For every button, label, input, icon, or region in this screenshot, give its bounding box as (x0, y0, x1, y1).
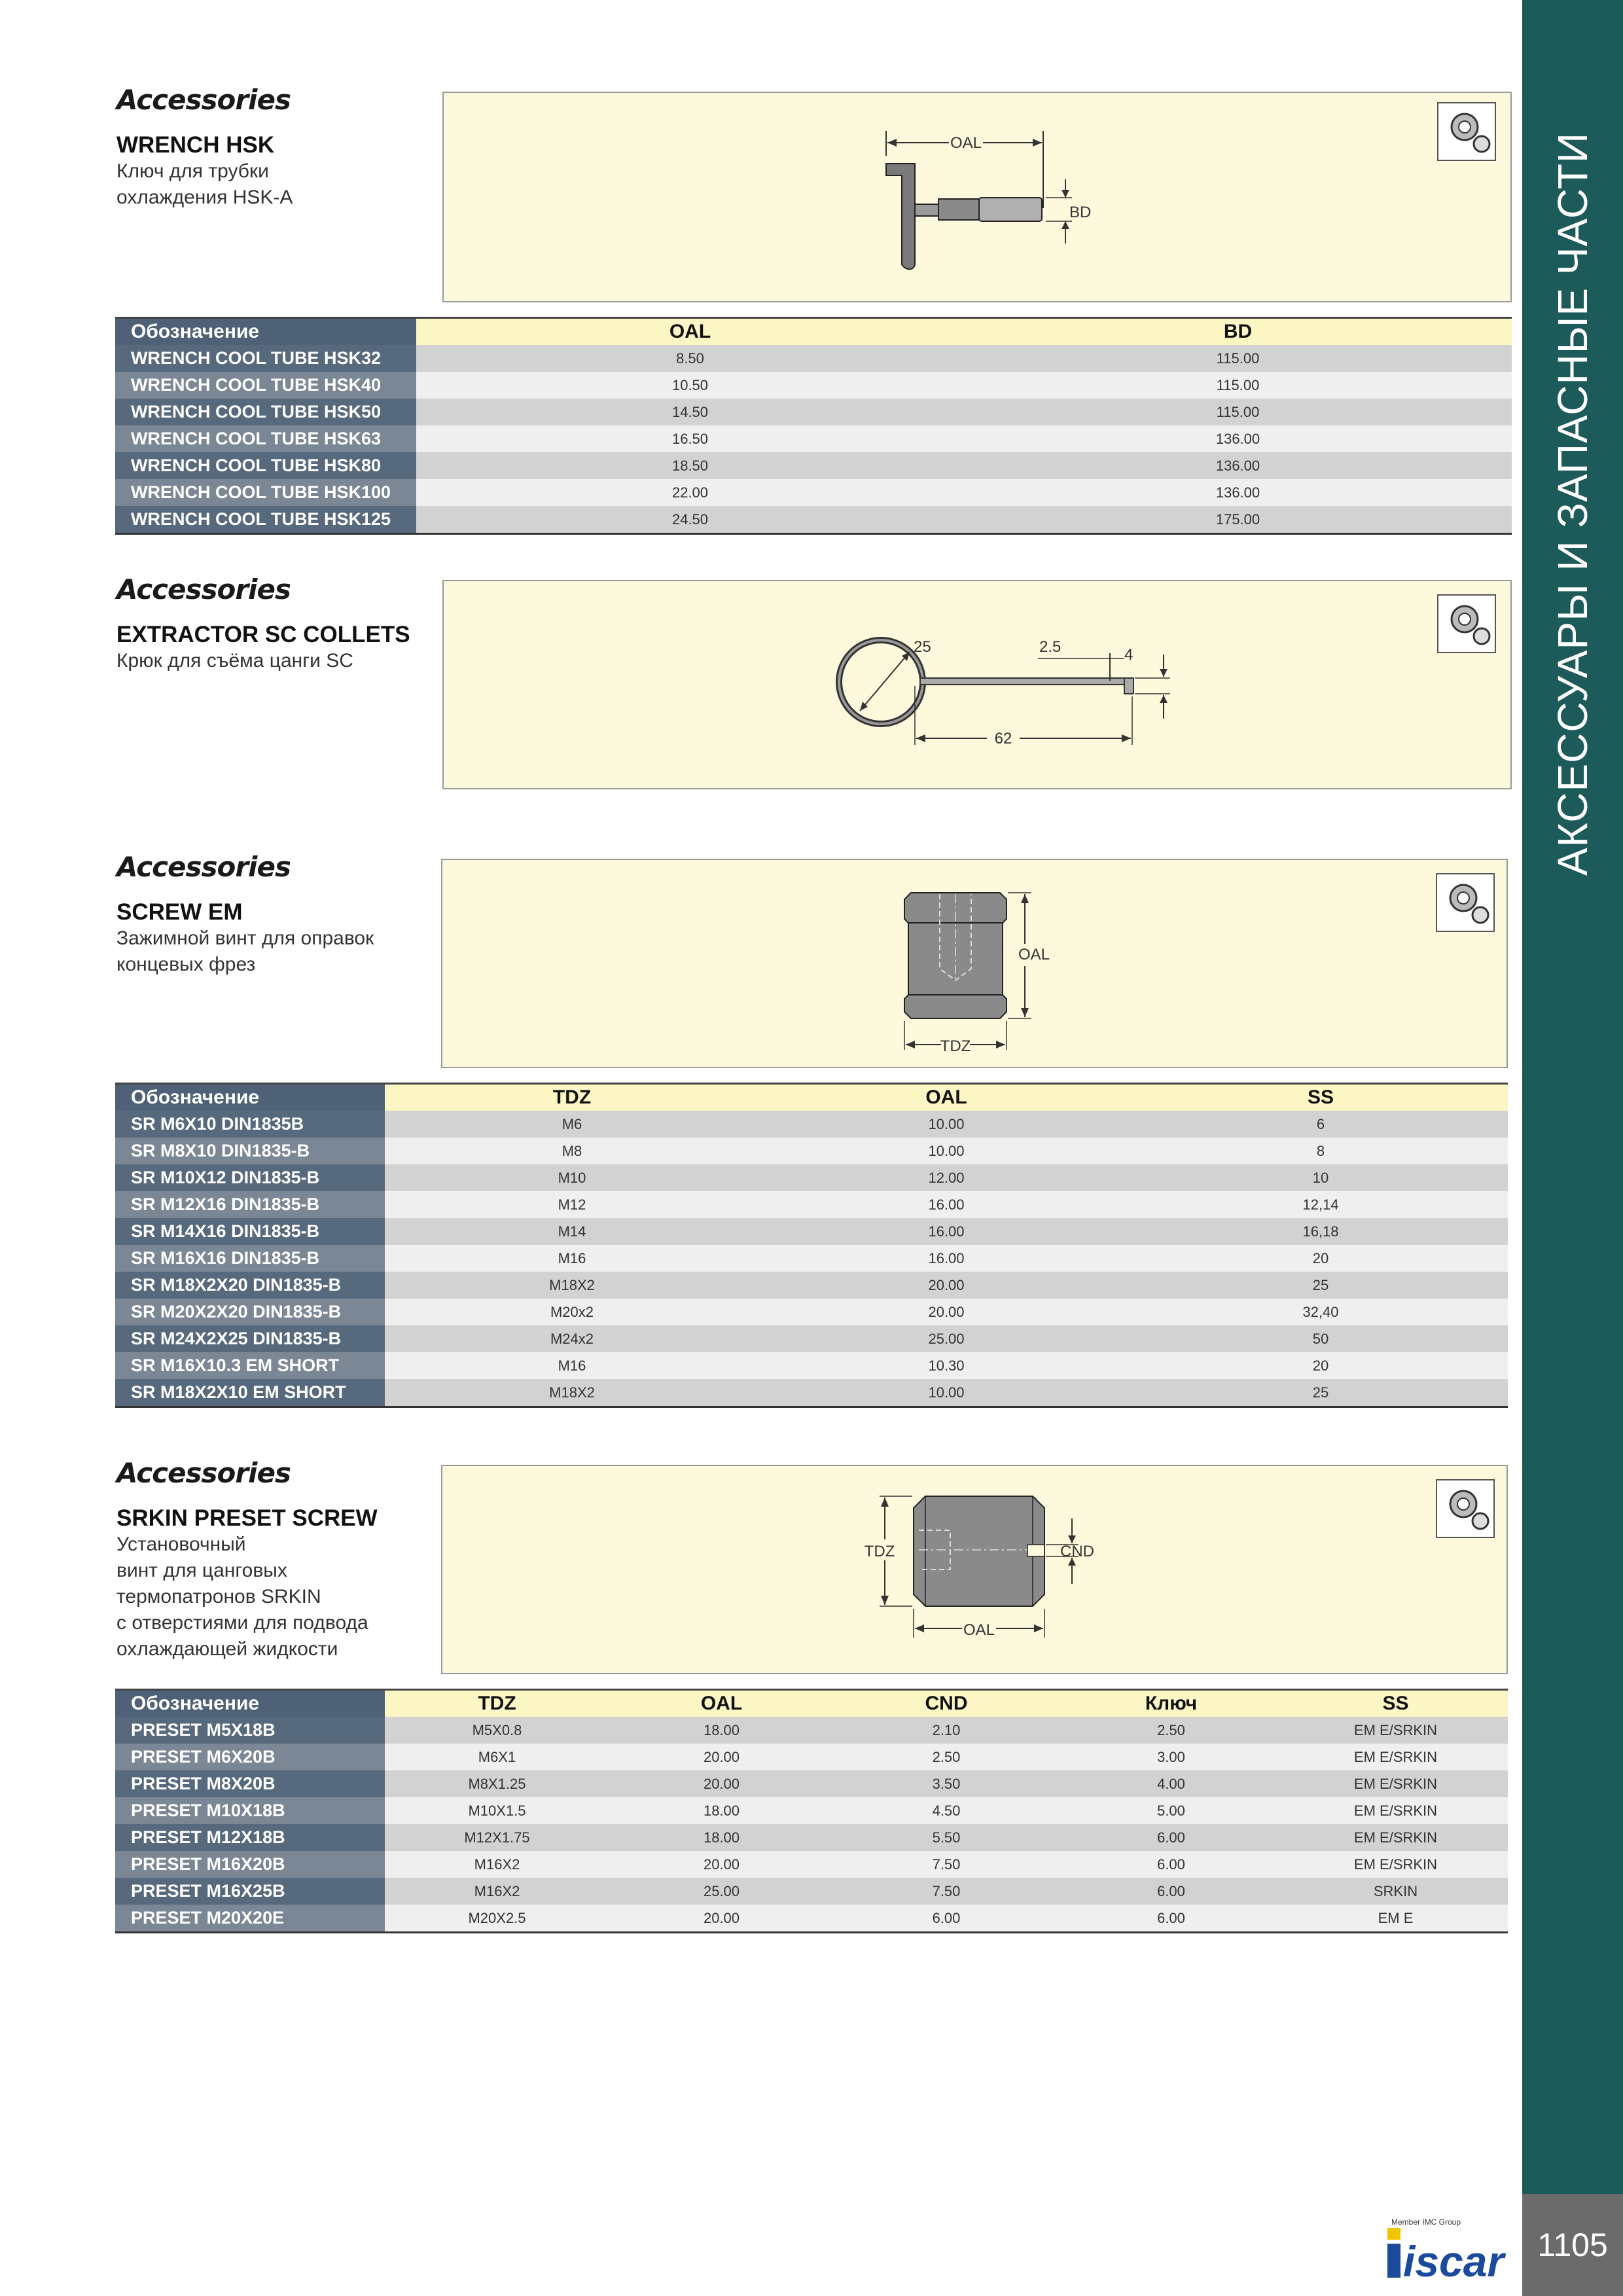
table-cell: M16X2 (385, 1851, 609, 1878)
table-cell: 136.00 (964, 452, 1512, 479)
table-cell: 20.00 (609, 1851, 834, 1878)
table-cell: 12,14 (1133, 1191, 1508, 1218)
table-cell: 6.00 (1059, 1824, 1283, 1851)
table-cell: M12 (385, 1191, 759, 1218)
product-description: Ключ для трубки охлаждения HSK-A (116, 160, 293, 208)
table-cell: M5X0.8 (385, 1717, 609, 1744)
table-cell: EM E (1283, 1905, 1508, 1933)
product-image-extractor (442, 580, 1512, 789)
table-cell: 6.00 (1059, 1878, 1283, 1905)
table-cell: 3.00 (1059, 1744, 1283, 1770)
table-row (115, 372, 1512, 399)
designation-cell: SR M6X10 DIN1835B (115, 1111, 385, 1138)
table-cell: 10 (1133, 1164, 1508, 1191)
table-cell: 32,40 (1133, 1299, 1508, 1325)
table-row (115, 399, 1512, 425)
table-cell: 175.00 (964, 506, 1512, 534)
table-row (115, 506, 1512, 534)
table-row (115, 1905, 1508, 1933)
svg-text:2.5: 2.5 (1039, 638, 1061, 656)
preset-screw-diagram (442, 1466, 1507, 1673)
table-cell: EM E/SRKIN (1283, 1744, 1508, 1770)
table-cell: M16 (385, 1245, 759, 1272)
table-cell: M24x2 (385, 1325, 759, 1352)
screw-em-diagram (442, 860, 1507, 1067)
designation-cell: PRESET M10X18B (115, 1797, 385, 1824)
table-cell: 8.50 (416, 345, 964, 372)
table-cell: M12X1.75 (385, 1824, 609, 1851)
table-cell: 25.00 (609, 1878, 834, 1905)
designation-cell: PRESET M12X18B (115, 1824, 385, 1851)
table-cell: 25.00 (759, 1325, 1133, 1352)
iscar-logo-icon (1386, 2219, 1517, 2284)
column-header: TDZ (385, 1084, 759, 1111)
table-cell: 20 (1133, 1352, 1508, 1379)
table-cell: 22.00 (416, 479, 964, 506)
product-description: Зажимной винт для оправок концевых фрез (116, 927, 374, 975)
table-cell: 20 (1133, 1245, 1508, 1272)
table-cell: 10.00 (759, 1111, 1133, 1138)
column-header: OAL (759, 1084, 1133, 1111)
table-cell: M6X1 (385, 1744, 609, 1770)
sidebar-title (1522, 92, 1623, 916)
table-cell: 115.00 (964, 399, 1512, 425)
table-row (115, 479, 1512, 506)
product-name: SRKIN PRESET SCREW (116, 1505, 378, 1531)
column-header: SS (1283, 1690, 1508, 1717)
table-cell: 7.50 (834, 1851, 1059, 1878)
svg-text:BD: BD (1069, 204, 1092, 221)
designation-cell: SR M18X2X20 DIN1835-B (115, 1272, 385, 1299)
designation-cell: PRESET M20X20E (115, 1905, 385, 1933)
designation-cell: WRENCH COOL TUBE HSK100 (115, 479, 416, 506)
table-cell: 4.00 (1059, 1770, 1283, 1797)
table-cell: 25 (1133, 1379, 1508, 1407)
table-cell: EM E/SRKIN (1283, 1824, 1508, 1851)
designation-cell: SR M8X10 DIN1835-B (115, 1138, 385, 1164)
section-heading: Accessories (116, 573, 291, 605)
designation-cell: SR M20X2X20 DIN1835-B (115, 1299, 385, 1325)
column-header: OAL (609, 1690, 834, 1717)
table-cell: 10.00 (759, 1379, 1133, 1407)
table-header-row (115, 318, 1512, 346)
designation-cell: SR M18X2X10 EM SHORT (115, 1379, 385, 1407)
table-row (115, 425, 1512, 452)
table-cell: M8 (385, 1138, 759, 1164)
table-cell: 16.00 (759, 1191, 1133, 1218)
table-cell: M18X2 (385, 1379, 759, 1407)
table-cell: 10.50 (416, 372, 964, 399)
table-cell: 25 (1133, 1272, 1508, 1299)
wrench-table (115, 317, 1512, 535)
table-cell: 10.00 (759, 1138, 1133, 1164)
svg-text:25: 25 (914, 638, 931, 656)
table-cell: 2.50 (834, 1744, 1059, 1770)
table-row (115, 345, 1512, 372)
table-cell: 24.50 (416, 506, 964, 534)
designation-cell: SR M24X2X25 DIN1835-B (115, 1325, 385, 1352)
table-row (115, 1352, 1508, 1379)
table-cell: M16X2 (385, 1878, 609, 1905)
designation-cell: WRENCH COOL TUBE HSK32 (115, 345, 416, 372)
extractor-diagram (444, 581, 1510, 788)
table-cell: M10 (385, 1164, 759, 1191)
table-cell: M14 (385, 1218, 759, 1245)
table-cell: 16.50 (416, 425, 964, 452)
table-cell: 16.00 (759, 1245, 1133, 1272)
table-row (115, 1111, 1508, 1138)
table-row (115, 1379, 1508, 1407)
designation-cell: PRESET M6X20B (115, 1744, 385, 1770)
table-row (115, 1138, 1508, 1164)
table-cell: 5.50 (834, 1824, 1059, 1851)
section-heading: Accessories (116, 851, 291, 883)
table-cell: EM E/SRKIN (1283, 1851, 1508, 1878)
table-cell: 115.00 (964, 372, 1512, 399)
section-heading: Accessories (116, 1457, 291, 1489)
product-name: EXTRACTOR SC COLLETS (116, 622, 410, 647)
table-row (115, 1245, 1508, 1272)
table-cell: M10X1.5 (385, 1797, 609, 1824)
svg-text:CND: CND (1060, 1543, 1094, 1560)
table-row (115, 1272, 1508, 1299)
sidebar-title-text: АКСЕССУАРЫ И ЗАПАСНЫЕ ЧАСТИ (1549, 132, 1596, 876)
designation-cell: WRENCH COOL TUBE HSK63 (115, 425, 416, 452)
table-cell: 20.00 (609, 1905, 834, 1933)
table-cell: 6.00 (1059, 1905, 1283, 1933)
svg-text:OAL: OAL (963, 1621, 995, 1639)
table-cell: 18.50 (416, 452, 964, 479)
product-name: WRENCH HSK (116, 132, 275, 158)
table-cell: 2.10 (834, 1717, 1059, 1744)
table-row (115, 1717, 1508, 1744)
table-header-row (115, 1084, 1508, 1111)
column-header: Ключ (1059, 1690, 1283, 1717)
table-cell: 8 (1133, 1138, 1508, 1164)
table-row (115, 1851, 1508, 1878)
table-header-row (115, 1690, 1508, 1717)
column-header: CND (834, 1690, 1059, 1717)
designation-cell: PRESET M16X20B (115, 1851, 385, 1878)
table-cell: 5.00 (1059, 1797, 1283, 1824)
table-cell: 50 (1133, 1325, 1508, 1352)
table-cell: M6 (385, 1111, 759, 1138)
table-cell: 10.30 (759, 1352, 1133, 1379)
designation-cell: PRESET M8X20B (115, 1770, 385, 1797)
table-cell: M20x2 (385, 1299, 759, 1325)
page-number-box (1522, 2194, 1623, 2296)
product-image-preset-screw (441, 1465, 1508, 1674)
table-cell: 7.50 (834, 1878, 1059, 1905)
table-cell: 6.00 (1059, 1851, 1283, 1878)
product-image-wrench (442, 92, 1512, 302)
table-cell: M20X2.5 (385, 1905, 609, 1933)
section-heading: Accessories (116, 84, 291, 116)
table-row (115, 1744, 1508, 1770)
svg-text:62: 62 (994, 730, 1012, 747)
screw-em-table (115, 1083, 1508, 1408)
table-cell: 3.50 (834, 1770, 1059, 1797)
table-cell: 20.00 (609, 1770, 834, 1797)
column-header: OAL (416, 318, 964, 346)
table-cell: M16 (385, 1352, 759, 1379)
table-cell: EM E/SRKIN (1283, 1770, 1508, 1797)
table-row (115, 1218, 1508, 1245)
table-row (115, 1164, 1508, 1191)
column-header: SS (1133, 1084, 1508, 1111)
svg-text:4: 4 (1124, 646, 1133, 664)
table-cell: M8X1.25 (385, 1770, 609, 1797)
product-name: SCREW EM (116, 899, 243, 925)
svg-text:OAL: OAL (1018, 946, 1050, 963)
member-text: Member IMC Group (1391, 2217, 1461, 2227)
table-cell: 14.50 (416, 399, 964, 425)
table-row (115, 1325, 1508, 1352)
table-row (115, 1770, 1508, 1797)
table-cell: EM E/SRKIN (1283, 1717, 1508, 1744)
logo-text: iscar (1403, 2237, 1505, 2284)
svg-text:TDZ: TDZ (864, 1543, 895, 1560)
table-cell: 18.00 (609, 1824, 834, 1851)
svg-text:OAL: OAL (950, 134, 982, 152)
designation-cell: WRENCH COOL TUBE HSK80 (115, 452, 416, 479)
table-cell: 6.00 (834, 1905, 1059, 1933)
table-cell: 6 (1133, 1111, 1508, 1138)
product-description: Крюк для съёма цанги SC (116, 650, 353, 672)
column-header: BD (964, 318, 1512, 346)
column-header: TDZ (385, 1690, 609, 1717)
table-cell: 20.00 (609, 1744, 834, 1770)
table-cell: 16,18 (1133, 1218, 1508, 1245)
table-cell: 12.00 (759, 1164, 1133, 1191)
table-cell: 20.00 (759, 1299, 1133, 1325)
wrench-diagram (444, 93, 1510, 301)
svg-text:TDZ: TDZ (940, 1037, 971, 1055)
designation-cell: SR M16X10.3 EM SHORT (115, 1352, 385, 1379)
table-cell: 136.00 (964, 425, 1512, 452)
designation-cell: WRENCH COOL TUBE HSK40 (115, 372, 416, 399)
table-cell: 115.00 (964, 345, 1512, 372)
table-row (115, 452, 1512, 479)
table-row (115, 1878, 1508, 1905)
column-header: Обозначение (115, 1084, 385, 1111)
table-cell: EM E/SRKIN (1283, 1797, 1508, 1824)
table-cell: 4.50 (834, 1797, 1059, 1824)
designation-cell: SR M16X16 DIN1835-B (115, 1245, 385, 1272)
table-row (115, 1191, 1508, 1218)
preset-screw-table (115, 1689, 1508, 1933)
product-description: Установочный винт для цанговых термопатронов SRKIN с отверстиями для подвода охлаждающей жидкости (116, 1534, 368, 1660)
table-row (115, 1299, 1508, 1325)
page-number: 1105 (1537, 2227, 1608, 2263)
table-cell: SRKIN (1283, 1878, 1508, 1905)
designation-cell: PRESET M5X18B (115, 1717, 385, 1744)
designation-cell: SR M10X12 DIN1835-B (115, 1164, 385, 1191)
table-cell: 20.00 (759, 1272, 1133, 1299)
column-header: Обозначение (115, 1690, 385, 1717)
column-header: Обозначение (115, 318, 416, 346)
table-row (115, 1824, 1508, 1851)
designation-cell: SR M12X16 DIN1835-B (115, 1191, 385, 1218)
designation-cell: WRENCH COOL TUBE HSK50 (115, 399, 416, 425)
product-image-screw-em (441, 859, 1508, 1068)
table-cell: 18.00 (609, 1797, 834, 1824)
designation-cell: PRESET M16X25B (115, 1878, 385, 1905)
designation-cell: SR M14X16 DIN1835-B (115, 1218, 385, 1245)
table-row (115, 1797, 1508, 1824)
table-cell: 16.00 (759, 1218, 1133, 1245)
table-cell: 18.00 (609, 1717, 834, 1744)
table-cell: 2.50 (1059, 1717, 1283, 1744)
table-cell: M18X2 (385, 1272, 759, 1299)
designation-cell: WRENCH COOL TUBE HSK125 (115, 506, 416, 534)
table-cell: 136.00 (964, 479, 1512, 506)
